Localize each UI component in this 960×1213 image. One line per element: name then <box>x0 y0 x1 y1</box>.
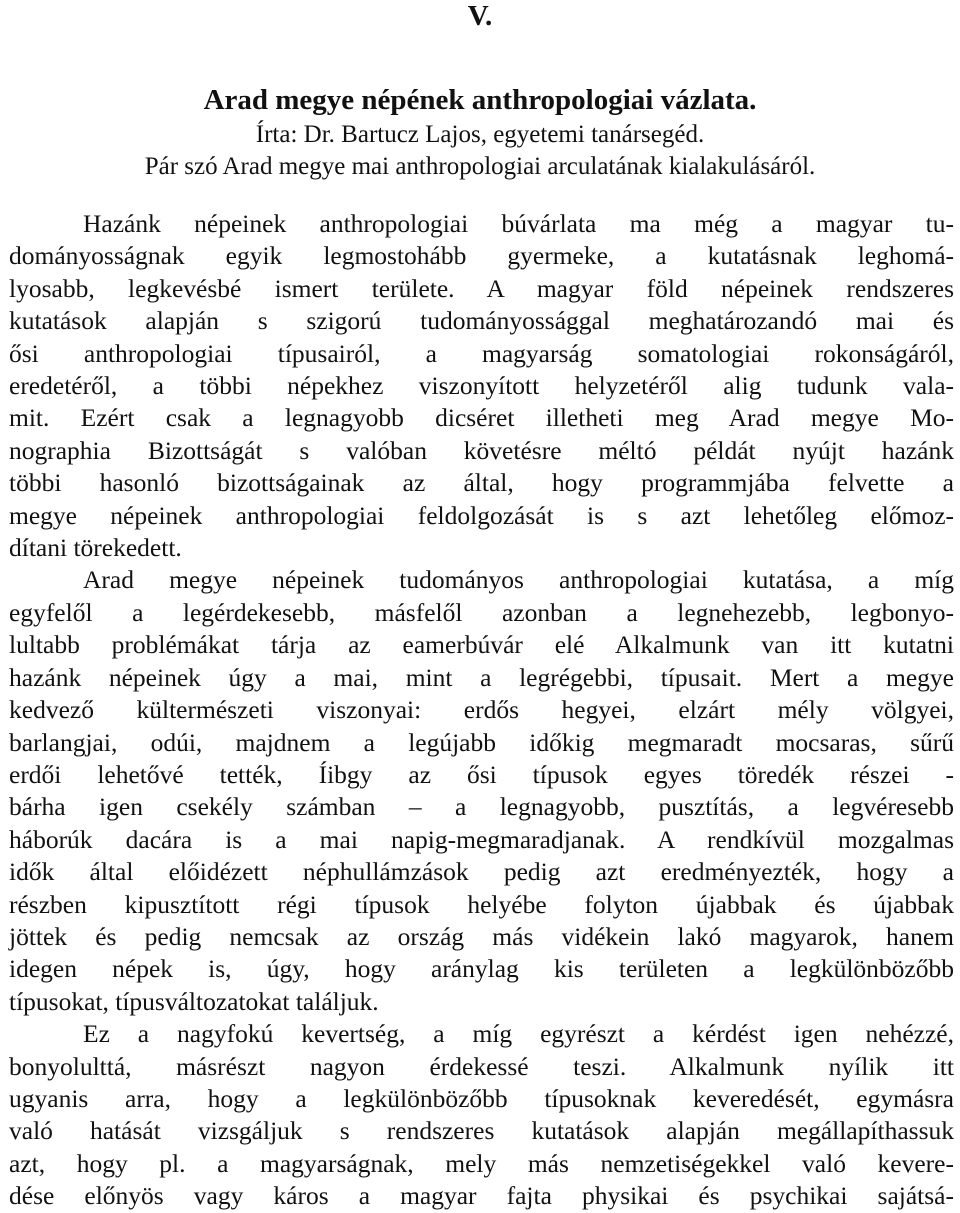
text-line: dítani törekedett. <box>9 533 182 563</box>
text-line: részben kipusztított régi típusok helyébe folyton újabbak és újabbak <box>9 889 954 919</box>
text-line: megye népeinek anthropologiai feldolgozását is s azt lehetőleg előmoz- <box>9 500 954 530</box>
text-line: barlangjai, odúi, majdnem a legújabb időkig megmaradt mocsaras, sűrű <box>9 727 954 757</box>
text-line: idegen népek is, úgy, hogy aránylag kis területen a legkülönbözőbb <box>9 954 954 984</box>
text-line: erdői lehetővé tették, Íibgy az ősi típusok egyes töredék részei - <box>9 759 954 789</box>
text-line: ősi anthropologiai típusairól, a magyarság somatologiai rokonságáról, <box>9 338 954 368</box>
text-line: Ez a nagyfokú kevertség, a míg egyrészt a kérdést igen nehézzé, <box>83 1019 954 1049</box>
text-line: többi hasonló bizottságainak az által, hogy programmjába felvette a <box>9 468 954 498</box>
text-line: bárha igen csekély számban – a legnagyobb, pusztítás, a legvéresebb <box>9 792 954 822</box>
text-line: kedvező kültermészeti viszonyai: erdős hegyei, elzárt mély völgyei, <box>9 695 954 725</box>
article-body <box>9 208 954 1213</box>
text-line: lultabb problémákat tárja az eamerbúvár elé Alkalmunk van itt kutatni <box>9 630 954 660</box>
paragraph <box>9 208 954 564</box>
text-line: eredetéről, a többi népekhez viszonyított helyzetéről alig tudunk vala- <box>9 371 954 401</box>
text-line: dése előnyös vagy káros a magyar fajta physikai és psychikai sajátsá- <box>9 1181 954 1211</box>
text-line: idők által előidézett néphullámzások pedig azt eredményezték, hogy a <box>9 857 954 887</box>
paragraph <box>9 1018 954 1212</box>
text-line: nographia Bizottságát s valóban követésre méltó példát nyújt hazánk <box>9 435 954 465</box>
article-title: Arad megye népének anthropologiai vázlata. <box>203 84 757 116</box>
text-line: dományosságnak egyik legmostohább gyermeke, a kutatásnak leghomá- <box>9 241 954 271</box>
text-line: háborúk dacára is a mai napig-megmaradjanak. A rendkívül mozgalmas <box>9 824 954 854</box>
text-line: kutatások alapján s szigorú tudományossággal meghatározandó mai és <box>9 306 954 336</box>
text-line: való hatását vizsgáljuk s rendszeres kutatások alapján megállapíthassuk <box>9 1116 954 1146</box>
section-subtitle: Pár szó Arad megye mai anthropologiai arculatának kialakulásáról. <box>144 153 816 180</box>
text-line: hazánk népeinek úgy a mai, mint a legrégebbi, típusait. Mert a megye <box>9 662 954 692</box>
text-line: ugyanis arra, hogy a legkülönbözőbb típusoknak keveredését, egymásra <box>9 1083 954 1113</box>
text-line: jöttek és pedig nemcsak az ország más vidékein lakó magyarok, hanem <box>9 921 954 951</box>
text-line: azt, hogy pl. a magyarságnak, mely más nemzetiségekkel való kevere- <box>9 1148 954 1178</box>
text-line: bonyolulttá, másrészt nagyon érdekessé teszi. Alkalmunk nyílik itt <box>9 1051 954 1081</box>
text-line: lyosabb, legkevésbé ismert területe. A magyar föld népeinek rendszeres <box>9 273 954 303</box>
text-line: Hazánk népeinek anthropologiai búvárlata ma még a magyar tu- <box>83 209 954 238</box>
chapter-number: V. <box>467 0 493 32</box>
text-line: egyfelől a legérdekesebb, másfelől azonban a legnehezebb, legbonyo- <box>9 597 954 627</box>
text-line: típusokat, típusváltozatokat találjuk. <box>9 986 379 1016</box>
paragraph <box>9 564 954 1018</box>
text-line: mit. Ezért csak a legnagyobb dicséret illetheti meg Arad megye Mo- <box>9 403 954 433</box>
text-line: Arad megye népeinek tudományos anthropologiai kutatása, a míg <box>83 565 954 595</box>
author-line: Írta: Dr. Bartucz Lajos, egyetemi tanársegéd. <box>255 121 705 148</box>
